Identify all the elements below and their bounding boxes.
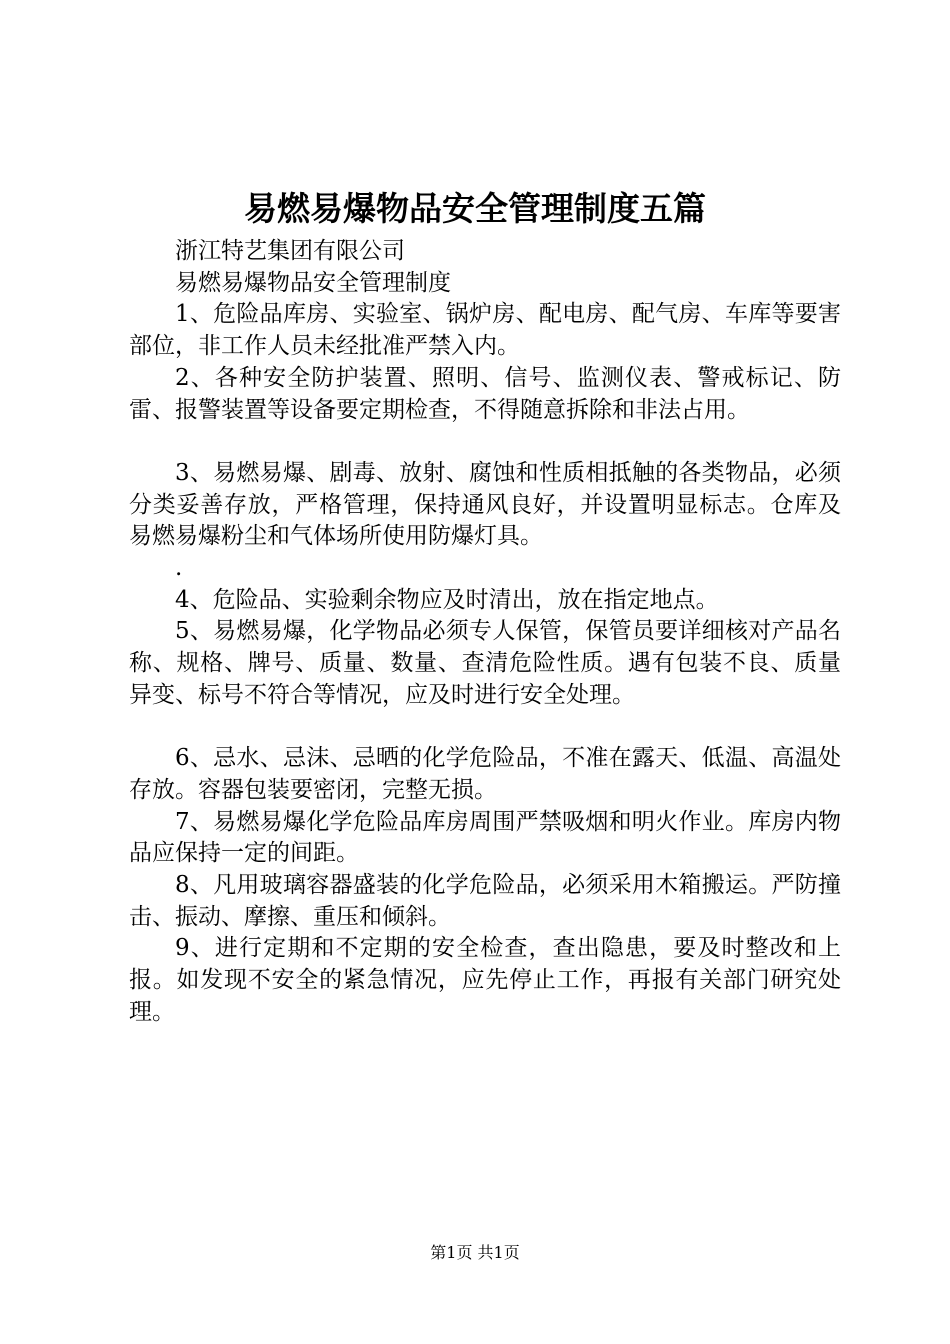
rule-item-6: 6、忌水、忌沫、忌晒的化学危险品，不准在露天、低温、高温处存放。容器包装要密闭，完整无损。 <box>129 745 841 803</box>
rule-item-5: 5、易燃易爆，化学物品必须专人保管，保管员要详细核对产品名称、规格、牌号、质量、数量、查清危险性质。遇有包装不良、质量异变、标号不符合等情况，应及时进行安全处理。 <box>129 618 841 708</box>
rule-item-7: 7、易燃易爆化学危险品库房周围严禁吸烟和明火作业。库房内物品应保持一定的间距。 <box>129 808 841 867</box>
section-heading: 易燃易爆物品安全管理制度 <box>175 269 451 296</box>
separator-dot: . <box>175 555 183 582</box>
page-footer: 第1页 共1页 <box>430 1243 520 1262</box>
rule-item-3: 3、易燃易爆、剧毒、放射、腐蚀和性质相抵触的各类物品，必须分类妥善存放，严格管理，保持通风良好，并设置明显标志。仓库及易燃易爆粉尘和气体场所使用防爆灯具。 <box>129 459 841 550</box>
document-title: 易燃易爆物品安全管理制度五篇 <box>244 189 706 228</box>
rule-item-9: 9、进行定期和不定期的安全检查，查出隐患，要及时整改和上报。如发现不安全的紧急情况，应先停止工作，再报有关部门研究处理。 <box>129 935 841 1025</box>
company-name: 浙江特艺集团有限公司 <box>175 238 405 264</box>
rule-item-4: 4、危险品、实验剩余物应及时清出，放在指定地点。 <box>175 586 719 613</box>
rule-item-8: 8、凡用玻璃容器盛装的化学危险品，必须采用木箱搬运。严防撞击、振动、摩擦、重压和倾斜。 <box>129 872 841 930</box>
document-body <box>129 236 841 1029</box>
rule-item-2: 2、各种安全防护装置、照明、信号、监测仪表、警戒标记、防雷、报警装置等设备要定期检查，不得随意拆除和非法占用。 <box>129 364 841 423</box>
rule-item-1: 1、危险品库房、实验室、锅炉房、配电房、配气房、车库等要害部位，非工作人员未经批准严禁入内。 <box>129 301 841 360</box>
